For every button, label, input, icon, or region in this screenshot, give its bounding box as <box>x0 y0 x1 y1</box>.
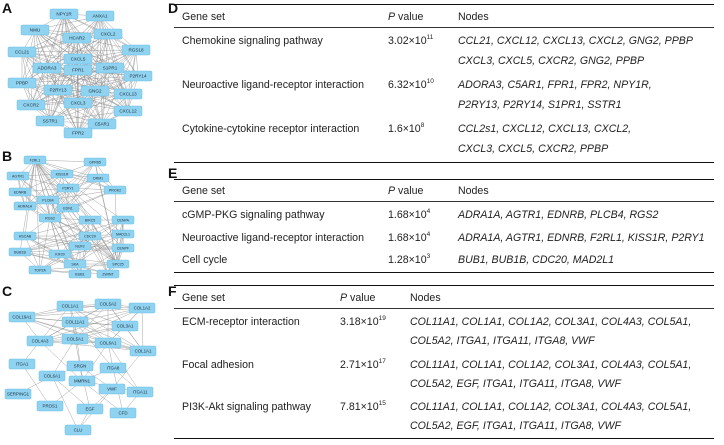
network-node-label: COL6A1 <box>43 373 61 379</box>
network-node <box>112 230 134 238</box>
network-node-label: P2RY1 <box>62 186 74 191</box>
network-node-label: F2RL1 <box>29 158 41 163</box>
network-node <box>14 232 36 240</box>
network-node <box>7 172 29 180</box>
network-node-label: P2RY14 <box>129 73 147 79</box>
network-node-label: NPY1R <box>56 11 72 17</box>
network-node <box>110 408 136 418</box>
nodes-line-1: ADRA1A, AGTR1, EDNRB, PLCB4, RGS2 <box>458 209 659 221</box>
network-node-label: COL5A1 <box>66 336 84 342</box>
nodes-line-2: CXCL3, CXCL5, CXCR2, PPBP <box>458 143 609 155</box>
p-value: $3.18\times 10^{19}$ <box>340 315 386 328</box>
network-node <box>51 170 73 178</box>
header-gene-set: Gene set <box>182 292 225 304</box>
gene-set-name: Cytokine-cytokine receptor interaction <box>182 123 360 135</box>
gene-set-name: Focal adhesion <box>182 359 254 371</box>
gene-set-name: Neuroactive ligand-receptor interaction <box>182 79 364 91</box>
network-node <box>14 202 36 210</box>
network-node <box>62 317 88 327</box>
network-node <box>9 248 31 256</box>
p-value: $7.81\times 10^{15}$ <box>340 400 386 413</box>
network-node <box>49 250 71 258</box>
network-node-label: AGTR1 <box>12 174 24 179</box>
network-node <box>27 336 53 346</box>
network-node <box>69 376 95 386</box>
network-diagram-b <box>0 150 160 282</box>
table-e <box>174 179 714 275</box>
nodes-line-1: CCL2s1, CXCL12, CXCL13, CXCL2, <box>458 123 632 135</box>
network-node-label: ITGA1 <box>15 361 29 367</box>
network-node <box>95 299 121 309</box>
table-d <box>174 4 714 164</box>
network-node <box>129 303 155 313</box>
network-node <box>57 204 79 212</box>
network-node <box>21 25 49 35</box>
gene-set-name: cGMP-PKG signaling pathway <box>182 209 325 221</box>
network-node-label: VWF <box>107 386 117 392</box>
network-node-label: CENPA <box>116 218 130 223</box>
network-edge <box>118 220 123 264</box>
network-node <box>79 216 101 224</box>
network-node-label: SKA <box>71 262 79 267</box>
network-node <box>33 63 61 73</box>
network-node-label: EGF <box>85 406 95 412</box>
network-node-label: PROS1 <box>42 403 58 409</box>
network-node-label: BUB1B <box>14 250 26 255</box>
network-node-label: S1PR1 <box>102 65 118 71</box>
network-node-label: CXCL5 <box>70 56 86 62</box>
network-node-label: COL1A1 <box>134 348 152 354</box>
network-node-label: ADORA3 <box>37 65 57 71</box>
network-node <box>9 359 35 369</box>
network-node <box>29 266 51 274</box>
network-diagram-c <box>0 292 160 442</box>
network-node-label: BUB1 <box>75 272 85 277</box>
p-value: $1.28\times 10^3$ <box>388 253 431 266</box>
network-node <box>81 86 109 96</box>
network-node <box>57 301 83 311</box>
network-node-label: EDN1 <box>63 206 73 211</box>
network-node <box>69 270 91 278</box>
header-p-value: P value <box>340 292 376 304</box>
header-gene-set: Gene set <box>182 11 225 23</box>
network-node <box>62 334 88 344</box>
network-node-label: COL11A1 <box>65 319 85 325</box>
network-node <box>99 384 125 394</box>
network-node-label: CFD <box>118 410 128 416</box>
network-node <box>24 156 46 164</box>
panel-label-b: B <box>2 148 13 164</box>
network-node <box>104 186 126 194</box>
network-node-label: CDC20 <box>84 234 96 239</box>
panel-label-d: D <box>168 0 179 16</box>
network-node-label: NMU <box>29 27 41 33</box>
network-node <box>122 45 150 55</box>
nodes-line-2: P2RY13, P2RY14, S1PR1, SSTR1 <box>458 99 622 111</box>
network-node <box>9 188 31 196</box>
network-node-label: PLCB4 <box>42 198 54 203</box>
network-node-label: GNG2 <box>88 88 102 94</box>
p-value: $1.68\times 10^4$ <box>388 208 431 221</box>
nodes-line-1: COL11A1, COL1A1, COL1A2, COL3A1, COL4A3, COL5A1, <box>410 401 692 413</box>
network-node-label: TOP2A <box>34 268 46 273</box>
network-node <box>37 401 63 411</box>
network-node <box>87 174 109 182</box>
network-node-label: C5AR1 <box>94 121 110 127</box>
gene-set-name: Neuroactive ligand-receptor interaction <box>182 232 364 244</box>
network-node-label: CCL21 <box>14 49 30 55</box>
network-node-label: SSTR1 <box>42 118 58 124</box>
network-node-label: CXCL12 <box>119 108 137 114</box>
network-node <box>64 54 92 64</box>
network-node-label: COL4A3 <box>31 338 49 344</box>
network-edge <box>80 366 90 409</box>
network-node-label: SPC25 <box>112 262 124 267</box>
network-node-label: FPR1 <box>72 67 84 73</box>
network-node-label: FPR2 <box>72 130 84 136</box>
network-node-label: ANXA1 <box>92 13 108 19</box>
network-node <box>36 116 64 126</box>
network-node <box>79 232 101 240</box>
network-node-label: PROK2 <box>108 188 122 193</box>
network-node <box>39 371 65 381</box>
nodes-line-1: ADRA1A, AGTR1, EDNRB, F2RL1, KISS1R, P2RY1 <box>458 232 705 244</box>
network-node <box>64 260 86 268</box>
network-node <box>39 214 61 222</box>
table-f <box>174 285 714 441</box>
p-value: $1.6\times 10^8$ <box>388 122 425 135</box>
network-node <box>84 158 106 166</box>
p-value: $6.32\times 10^{10}$ <box>388 78 434 91</box>
network-node <box>64 65 92 75</box>
network-node <box>77 404 103 414</box>
p-value: $1.68\times 10^4$ <box>388 231 431 244</box>
network-node-label: HSCAB <box>18 234 32 239</box>
network-node-label: MAD2L1 <box>116 232 130 237</box>
network-node-label: COL6A1 <box>99 340 117 346</box>
network-node <box>100 363 126 373</box>
nodes-line-1: CCL21, CXCL12, CXCL13, CXCL2, GNG2, PPBP <box>458 35 693 47</box>
network-node-label: KIF20 <box>55 252 65 257</box>
network-node <box>86 11 114 21</box>
network-node-label: COL3A1 <box>116 323 134 329</box>
network-node-label: CXCL13 <box>119 91 137 97</box>
gene-set-name: ECM-receptor interaction <box>182 316 300 328</box>
header-nodes: Nodes <box>458 11 489 23</box>
network-node <box>37 196 59 204</box>
network-node <box>5 389 31 399</box>
network-edge <box>78 34 108 133</box>
network-edge <box>75 322 82 381</box>
network-node-label: ORM1 <box>92 176 104 181</box>
network-node <box>88 119 116 129</box>
panel-label-f: F <box>168 283 177 299</box>
p-value: $3.02\times 10^{11}$ <box>388 34 434 47</box>
network-node-label: ITGA11 <box>132 389 148 395</box>
network-node <box>64 128 92 138</box>
network-node <box>95 338 121 348</box>
network-node-label: COL19A1 <box>12 314 32 320</box>
network-edge <box>22 364 50 406</box>
network-node <box>114 106 142 116</box>
network-node-label: RGS2 <box>45 216 55 221</box>
network-node <box>96 63 124 73</box>
network-node-label: BIRC5 <box>84 218 96 223</box>
network-node <box>63 33 91 43</box>
network-node <box>127 387 153 397</box>
network-node <box>130 346 156 356</box>
gene-set-name: Chemokine signaling pathway <box>182 35 323 47</box>
network-node-label: HCAR2 <box>69 35 85 41</box>
network-node <box>57 184 79 192</box>
nodes-line-1: COL11A1, COL1A1, COL1A2, COL3A1, COL4A3, COL5A1, <box>410 316 692 328</box>
network-node <box>64 98 92 108</box>
nodes-line-1: ADORA3, C5AR1, FPR1, FPR2, NPY1R, <box>458 79 652 91</box>
panel-label-e: E <box>168 165 178 181</box>
nodes-line-1: COL11A1, COL1A1, COL1A2, COL3A1, COL4A3, COL5A1, <box>410 359 692 371</box>
network-node <box>67 361 93 371</box>
network-node <box>65 425 91 435</box>
network-node-label: COL1A2 <box>133 305 151 311</box>
nodes-line-2: CXCL3, CXCL5, CXCR2, GNG2, PPBP <box>458 55 645 67</box>
header-nodes: Nodes <box>410 292 441 304</box>
network-node-label: CLU <box>73 427 83 433</box>
network-node <box>8 47 36 57</box>
network-node-label: CENPF <box>116 246 130 251</box>
network-diagram-a <box>0 4 160 144</box>
network-node <box>97 270 119 278</box>
network-node-label: ADRA1A <box>17 204 33 209</box>
p-value: $2.71\times 10^{17}$ <box>340 358 386 371</box>
network-node-label: P2RY13 <box>49 87 67 93</box>
network-node-label: CXCR2 <box>23 102 39 108</box>
network-node <box>17 100 45 110</box>
network-node-label: COL1A1 <box>61 303 79 309</box>
network-node <box>124 71 152 81</box>
network-node <box>8 78 36 88</box>
network-node-label: KISS1R <box>55 172 69 177</box>
header-nodes: Nodes <box>458 185 489 197</box>
network-node <box>50 9 78 19</box>
header-p-value: P value <box>388 11 424 23</box>
network-node-label: ITGA8 <box>106 365 120 371</box>
network-edge <box>142 308 143 351</box>
network-node <box>9 312 35 322</box>
network-node-label: ZWINT <box>102 272 114 277</box>
network-node <box>69 242 91 250</box>
nodes-line-1: BUB1, BUB1B, CDC20, MAD2L1 <box>458 254 615 266</box>
network-node-label: SERPING1 <box>6 391 30 397</box>
network-node <box>112 216 134 224</box>
network-node-label: CXCL3 <box>70 100 86 106</box>
network-node <box>107 260 129 268</box>
network-node <box>44 85 72 95</box>
network-node-label: NUF2 <box>75 244 85 249</box>
gene-set-name: Cell cycle <box>182 254 228 266</box>
network-node-label: CXCL2 <box>100 31 116 37</box>
header-p-value: P value <box>388 185 424 197</box>
network-node <box>112 321 138 331</box>
gene-set-name: PI3K-Akt signaling pathway <box>182 401 311 413</box>
network-node-label: MMRN1 <box>73 378 91 384</box>
network-node-label: GPR65 <box>89 160 101 165</box>
nodes-line-2: COL5A2, EGF, ITGA1, ITGA11, ITGA8, VWF <box>410 378 621 390</box>
nodes-line-2: COL5A2, EGF, ITGA1, ITGA11, ITGA8, VWF <box>410 420 621 432</box>
network-node-label: SRGN <box>73 363 87 369</box>
network-node <box>94 29 122 39</box>
panel-label-a: A <box>2 0 13 16</box>
network-node <box>112 244 134 252</box>
network-node-label: PPBP <box>15 80 29 86</box>
nodes-line-2: COL5A2, ITGA1, ITGA11, ITGA8, VWF <box>410 335 595 347</box>
network-node-label: COL5A2 <box>99 301 117 307</box>
panel-label-c: C <box>2 283 13 299</box>
network-node <box>114 89 142 99</box>
header-gene-set: Gene set <box>182 185 225 197</box>
network-node-label: RGS18 <box>128 47 144 53</box>
network-node-label: EDNRB <box>13 190 27 195</box>
